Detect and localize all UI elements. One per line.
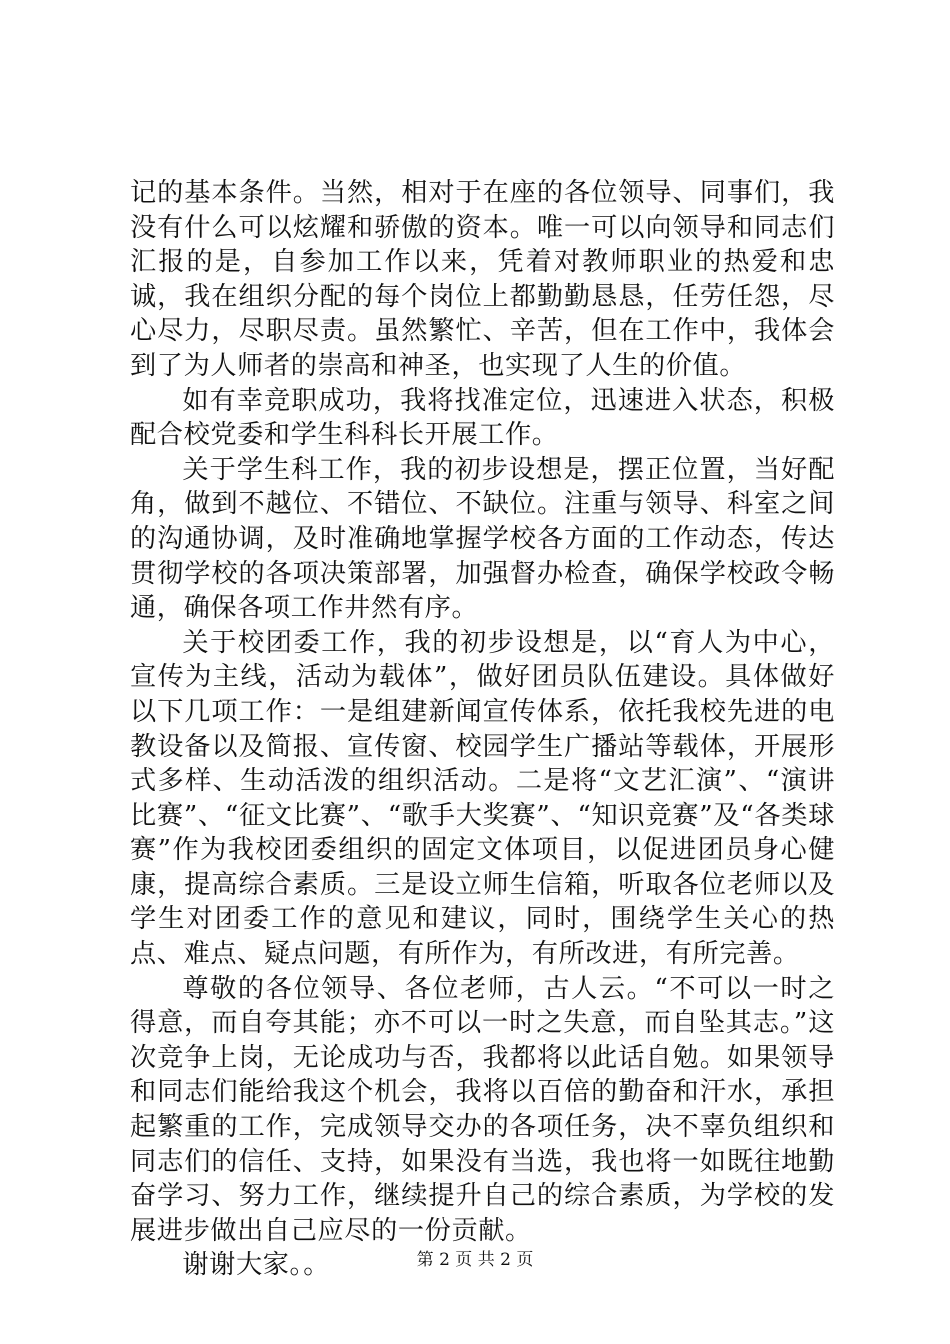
page-number-footer: 第 2 页 共 2 页 [416, 1250, 534, 1270]
paragraph-4: 关于校团委工作，我的初步设想是，以“育人为中心，宣传为主线，活动为载体”，做好团员队伍建设。具体做好以下几项工作：一是组建新闻宣传体系，依托我校先进的电教设备以及简报、宣传窗、校园学生广播站等载体，开展形式多样、生动活泼的组织活动。二是将“文艺汇演”、“演讲比赛”、“征文比赛”、“歌手大奖赛”、“知识竞赛”及“各类球赛”作为我校团委组织的固定文体项目，以促进团员身心健康，提高综合素质。三是设立师生信箱，听取各位老师以及学生对团委工作的意见和建议，同时，围绕学生关心的热点、难点、疑点问题，有所作为，有所改进，有所完善。 [130, 627, 835, 970]
paragraph-3: 关于学生科工作，我的初步设想是，摆正位置，当好配角，做到不越位、不错位、不缺位。注重与领导、科室之间的沟通协调，及时准确地掌握学校各方面的工作动态，传达贯彻学校的各项决策部署，加强督办检查，确保学校政令畅通，确保各项工作井然有序。 [130, 454, 835, 624]
paragraph-2: 如有幸竞职成功，我将找准定位，迅速进入状态，积极配合校党委和学生科科长开展工作。 [130, 385, 835, 451]
paragraph-6: 谢谢大家。。 [182, 1250, 331, 1281]
body-text [130, 176, 835, 1283]
paragraph-1: 记的基本条件。当然，相对于在座的各位领导、同事们，我没有什么可以炫耀和骄傲的资本。唯一可以向领导和同志们汇报的是，自参加工作以来，凭着对教师职业的热爱和忠诚，我在组织分配的每个岗位上都勤勤恳恳，任劳任怨，尽心尽力，尽职尽责。虽然繁忙、辛苦，但在工作中，我体会到了为人师者的崇高和神圣，也实现了人生的价值。 [130, 178, 835, 381]
paragraph-5: 尊敬的各位领导、各位老师，古人云。“不可以一时之得意，而自夸其能；亦不可以一时之失意，而自坠其志。”这次竞争上岗，无论成功与否，我都将以此话自勉。如果领导和同志们能给我这个机会，我将以百倍的勤奋和汗水，承担起繁重的工作，完成领导交办的各项任务，决不辜负组织和同志们的信任、支持，如果没有当选，我也将一如既往地勤奋学习、努力工作，继续提升自己的综合素质，为学校的发展进步做出自己应尽的一份贡献。 [130, 973, 835, 1246]
